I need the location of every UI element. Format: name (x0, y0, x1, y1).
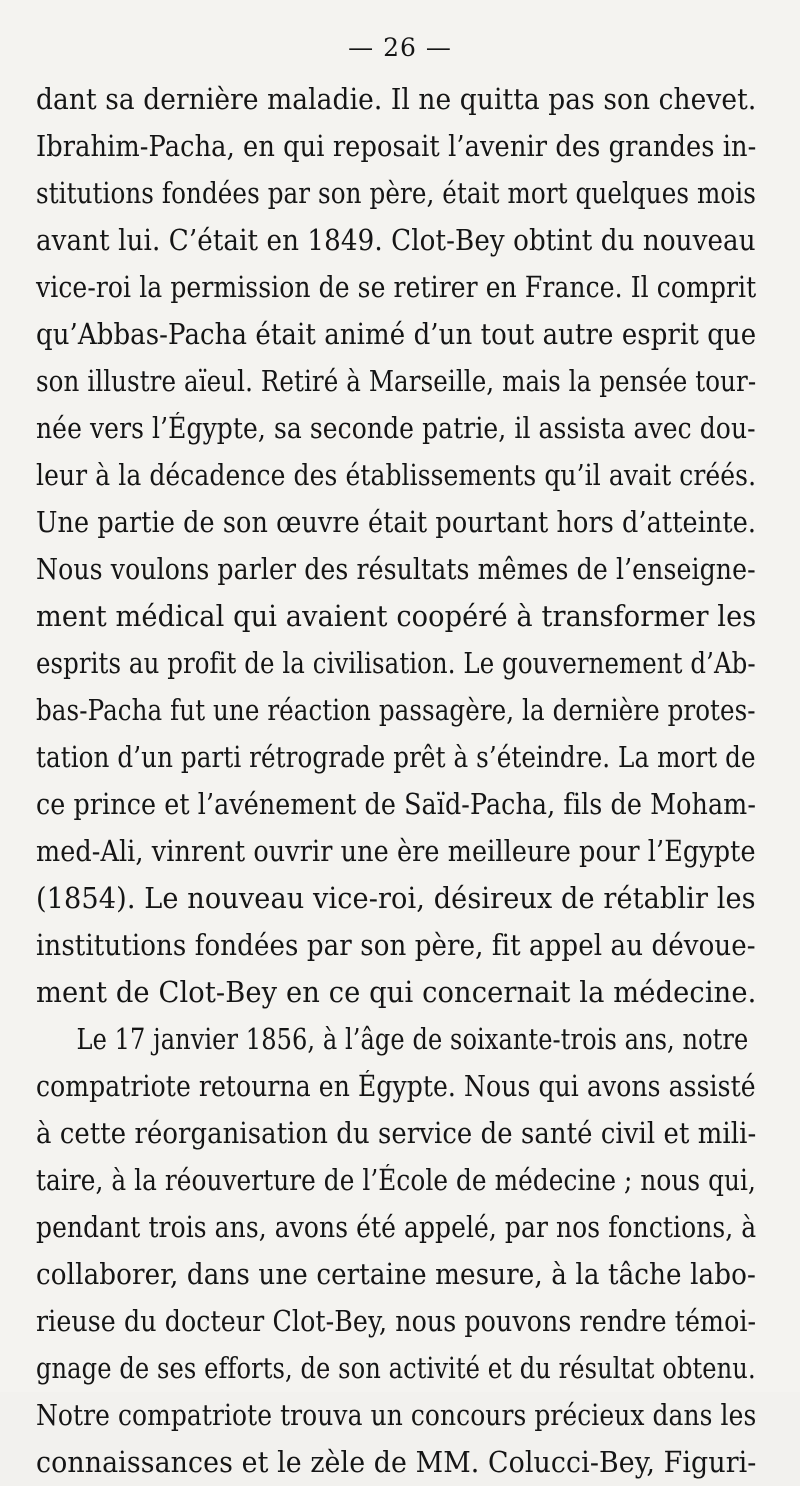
text-line: esprits au profit de la civilisation. Le gouvernement d’Ab- (36, 647, 756, 680)
text-line: collaborer, dans une certaine mesure, à la tâche labo- (36, 1258, 756, 1291)
text-line: Nous voulons parler des résultats mêmes de l’enseigne- (36, 553, 756, 586)
text-line: stitutions fondées par son père, était mort quelques mois (36, 177, 756, 210)
text-line: ment médical qui avaient coopéré à transformer les (36, 600, 757, 633)
text-line: med-Ali, vinrent ouvrir une ère meilleure pour l’Egypte (36, 835, 756, 868)
text-line: dant sa dernière maladie. Il ne quitta pas son chevet. (36, 83, 757, 116)
text-line: Une partie de son œuvre était pourtant hors d’atteinte. (36, 506, 757, 539)
text-line: pendant trois ans, avons été appelé, par nos fonctions, à (36, 1211, 757, 1244)
paragraph-first-line: Le 17 janvier 1856, à l’âge de soixante-trois ans, notre (76, 1023, 749, 1056)
text-line: taire, à la réouverture de l’École de médecine ; nous qui, (36, 1164, 756, 1197)
text-line: qu’Abbas-Pacha était animé d’un tout autre esprit que (36, 318, 757, 351)
text-line: Notre compatriote trouva un concours précieux dans les (36, 1399, 757, 1432)
text-line: Ibrahim-Pacha, en qui reposait l’avenir des grandes in- (36, 130, 757, 163)
text-line: vice-roi la permission de se retirer en France. Il comprit (36, 271, 757, 304)
text-line: tation d’un parti rétrograde prêt à s’éteindre. La mort de (36, 741, 756, 774)
text-line: bas-Pacha fut une réaction passagère, la dernière protes- (36, 694, 756, 727)
text-line: à cette réorganisation du service de santé civil et mili- (36, 1117, 757, 1150)
page-number: — 26 — (348, 33, 452, 62)
text-line: institutions fondées par son père, fit appel au dévoue- (36, 929, 756, 962)
text-line: ment de Clot-Bey en ce qui concernait la médecine. (36, 976, 757, 1009)
text-line: (1854). Le nouveau vice-roi, désireux de rétablir les (36, 882, 756, 915)
text-line: son illustre aïeul. Retiré à Marseille, mais la pensée tour- (36, 365, 757, 398)
body-text (36, 76, 756, 1486)
text-line: rieuse du docteur Clot-Bey, nous pouvons rendre témoi- (36, 1305, 757, 1338)
text-line: compatriote retourna en Égypte. Nous qui avons assisté (36, 1070, 756, 1103)
text-line: connaissances et le zèle de MM. Colucci-Bey, Figuri- (36, 1446, 757, 1479)
text-line: née vers l’Égypte, sa seconde patrie, il assista avec dou- (36, 412, 756, 445)
text-line: avant lui. C’était en 1849. Clot-Bey obtint du nouveau (36, 224, 756, 257)
text-line: leur à la décadence des établissements qu’il avait créés. (36, 459, 757, 492)
text-line: gnage de ses efforts, de son activité et du résultat obtenu. (36, 1352, 756, 1385)
text-line: ce prince et l’avénement de Saïd-Pacha, fils de Moham- (36, 788, 756, 821)
